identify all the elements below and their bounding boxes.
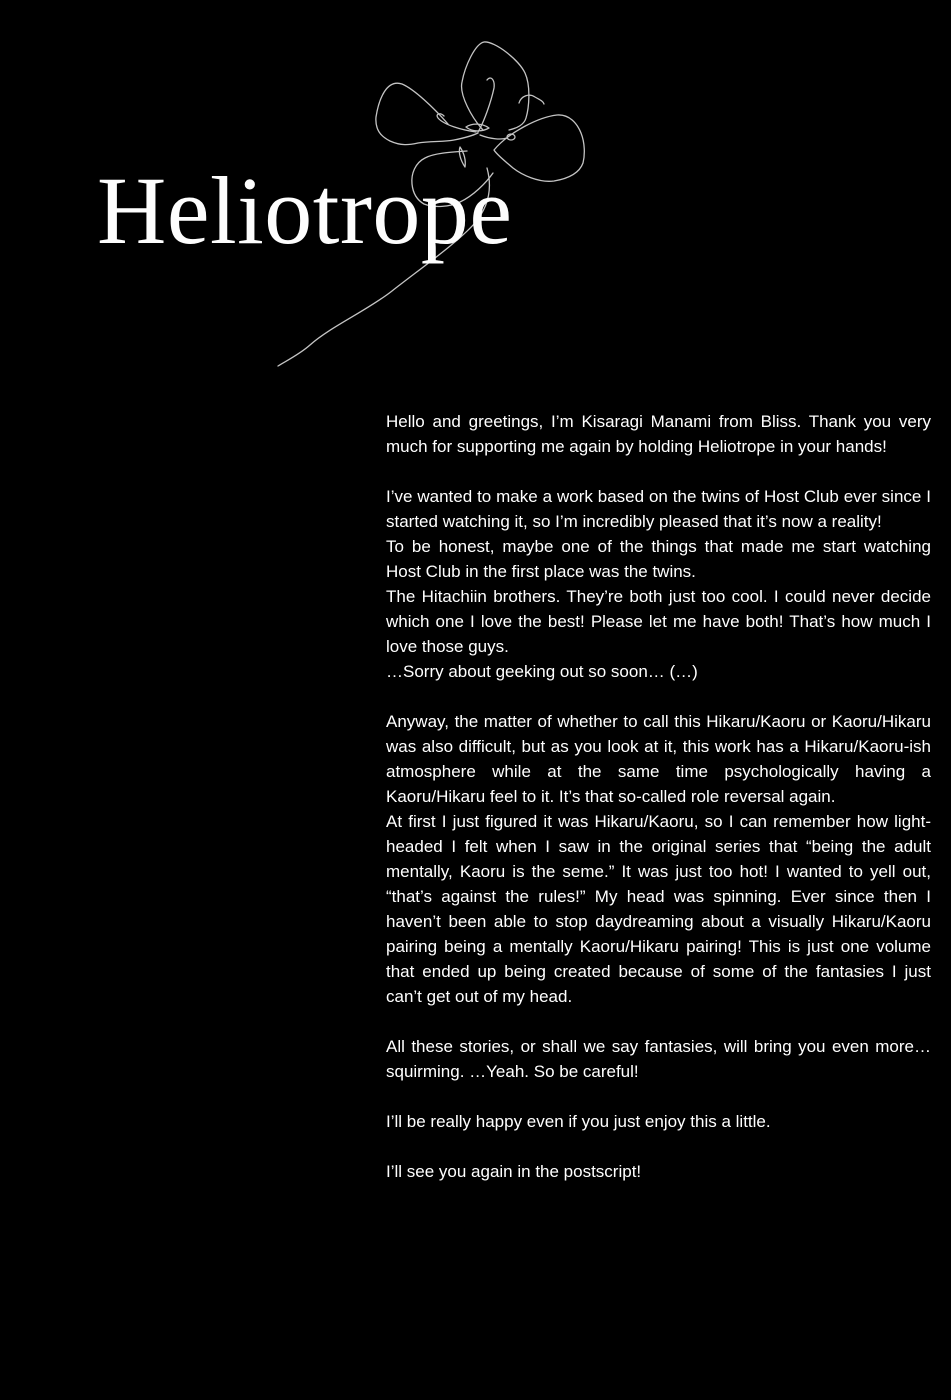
- paragraph-geeking: …Sorry about geeking out so soon… (…): [386, 662, 698, 681]
- paragraph-hitachiin: The Hitachiin brothers. They’re both just too cool. I could never decide which one I love the best! Please let me have both! That’s how much I love those guys.: [386, 587, 931, 656]
- paragraph-pairing-name: Anyway, the matter of whether to call this Hikaru/Kaoru or Kaoru/Hikaru was also difficult, but as you look at it, this work has a Hikaru/Kaoru-ish atmosphere while at the same time psychologically having a Kaoru/Hikaru feel to it. It’s that so-called role reversal again.: [386, 712, 931, 806]
- page-title: Heliotrope: [97, 157, 513, 264]
- flower-petal-top: [462, 42, 529, 130]
- flower-lobe-upper-right: [519, 95, 544, 104]
- flower-center-lens: [466, 124, 489, 131]
- flower-stamen-right: [480, 135, 507, 139]
- paragraph-greeting: Hello and greetings, I’m Kisaragi Manami from Bliss. Thank you very much for supporting me again by holding Heliotrope in your hands!: [386, 412, 931, 456]
- paragraph-twins-work: I’ve wanted to make a work based on the twins of Host Club ever since I started watching it, so I’m incredibly pleased that it’s now a reality!: [386, 487, 931, 531]
- paragraph-role-reversal: At first I just figured it was Hikaru/Kaoru, so I can remember how light-headed I felt when I saw in the original series that “being the adult mentally, Kaoru is the seme.” It was just too hot! I wanted to yell out, “that’s against the rules!” My head was spinning. Ever since then I haven’t been able to stop daydreaming about a visually Hikaru/Kaoru pairing being a mentally Kaoru/Hikaru pairing! This is just one volume that ended up being created because of some of the fantasies I just can’t get out of my head.: [386, 812, 931, 1006]
- paragraph-happy: I’ll be really happy even if you just enjoy this a little.: [386, 1112, 771, 1131]
- author-note-text: [386, 409, 931, 1184]
- paragraph-honest: To be honest, maybe one of the things that made me start watching Host Club in the first place was the twins.: [386, 537, 931, 581]
- paragraph-postscript: I’ll see you again in the postscript!: [386, 1162, 642, 1181]
- paragraph-warning: All these stories, or shall we say fantasies, will bring you even more…squirming. …Yeah. So be careful!: [386, 1037, 931, 1081]
